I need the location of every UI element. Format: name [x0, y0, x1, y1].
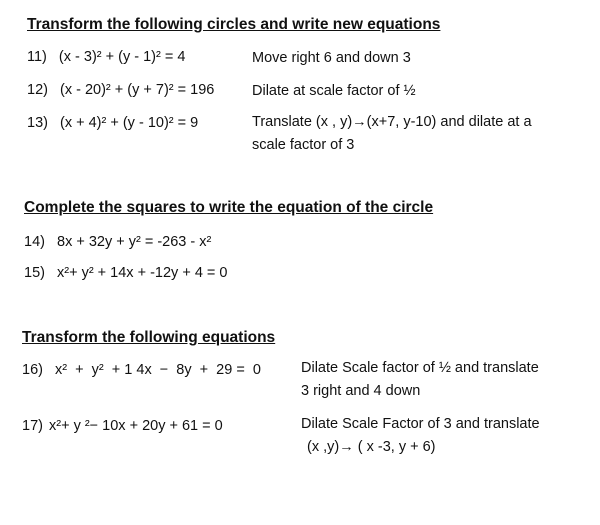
problem-17 [22, 418, 223, 434]
problem-equation: (x - 3)² + (y - 1)² = 4 [58, 49, 186, 65]
instruction-line: Translate (x , y)→(x+7, y-10) and dilate at a [252, 114, 532, 130]
problem-number: 12) [27, 82, 48, 98]
instruction-line: Dilate Scale Factor of 3 and translate [301, 416, 540, 432]
problem-14 [24, 234, 211, 250]
problem-equation: x² + y² + 1 4x − 8y + 29 = 0 [55, 362, 261, 378]
instruction-line: Move right 6 and down 3 [252, 50, 411, 66]
problem-11-instruction [252, 47, 411, 70]
problem-number: 15) [24, 265, 45, 281]
problem-15 [24, 265, 227, 281]
instruction-line: 3 right and 4 down [301, 383, 421, 399]
problem-equation: 8x + 32y + y² = -263 - x² [57, 234, 212, 250]
problem-number: 16) [22, 362, 43, 378]
instruction-line: (x ,y)→ ( x -3, y + 6) [307, 439, 436, 455]
problem-13-instruction [252, 111, 532, 157]
instruction-line: scale factor of 3 [252, 137, 355, 153]
problem-number: 13) [27, 115, 48, 131]
problem-equation: x²+ y ²− 10x + 20y + 61 = 0 [49, 418, 223, 434]
problem-16-instruction [301, 357, 539, 403]
problem-11 [27, 49, 185, 65]
problem-13 [27, 115, 198, 131]
problem-16 [22, 362, 261, 378]
instruction-line: Dilate at scale factor of ½ [252, 83, 416, 99]
problem-number: 17) [22, 418, 43, 434]
problem-number: 11) [27, 49, 47, 65]
problem-12-instruction [252, 80, 416, 103]
problem-12 [27, 82, 214, 98]
section2-heading: Complete the squares to write the equation of the circle [24, 199, 434, 216]
section1-heading: Transform the following circles and write new equations [27, 16, 441, 33]
problem-equation: x²+ y² + 14x + -12y + 4 = 0 [57, 265, 228, 281]
problem-equation: (x + 4)² + (y - 10)² = 9 [60, 115, 199, 131]
section3-heading: Transform the following equations [22, 329, 276, 346]
problem-number: 14) [24, 234, 45, 250]
instruction-line: Dilate Scale factor of ½ and translate [301, 360, 539, 376]
problem-17-instruction [301, 413, 540, 459]
problem-equation: (x - 20)² + (y + 7)² = 196 [60, 82, 215, 98]
